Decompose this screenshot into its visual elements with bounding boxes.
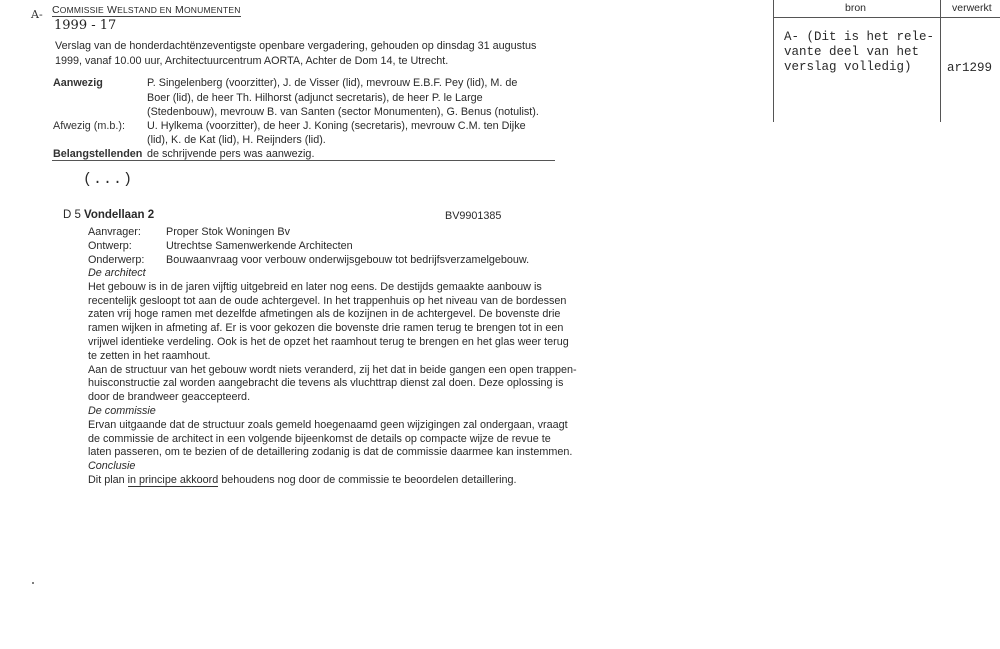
item-number: D 5 bbox=[63, 209, 81, 221]
present-line: (Stedenbouw), mevrouw B. van Santen (sector Monumenten), G. Benus (notulist). bbox=[147, 106, 539, 118]
conclusion-part: behoudens nog door de commissie te beoordelen detaillering. bbox=[218, 474, 517, 486]
commission-line: Ervan uitgaande dat de structuur zoals gemeld hoegenaamd geen wijzigingen zal ondergaan, vraagt bbox=[88, 419, 568, 431]
source-note-line: vante deel van het bbox=[784, 45, 920, 59]
source-note-line: A- (Dit is het rele- bbox=[784, 30, 935, 44]
omission-ellipsis: (...) bbox=[83, 171, 134, 188]
intro-line: Verslag van de honderdachtënzeventigste openbare vergadering, gehouden op dinsdag 31 augustus bbox=[55, 40, 537, 52]
field-value: Utrechtse Samenwerkende Architecten bbox=[166, 240, 353, 252]
conclusion-heading: Conclusie bbox=[88, 460, 136, 472]
field-key: Ontwerp: bbox=[88, 240, 132, 252]
absent-line: (lid), K. de Kat (lid), H. Reijnders (lid). bbox=[147, 134, 326, 146]
conclusion-part: Dit plan bbox=[88, 474, 128, 486]
architect-line: huisconstructie zal worden aangebracht die tevens als vluchttrap dienst zal doen. Deze oplossing is bbox=[88, 377, 564, 389]
commission-title-part: ELSTAND EN bbox=[117, 5, 172, 15]
table-border bbox=[773, 17, 1000, 18]
absent-label: Afwezig (m.b.): bbox=[53, 120, 125, 132]
commission-line: laten passeren, om te bezien of de detaillering zodanig is dat de commissie daarmee kan instemmen. bbox=[88, 446, 573, 458]
commission-heading: De commissie bbox=[88, 405, 156, 417]
commission-title-part: OMMISSIE bbox=[59, 5, 104, 15]
processed-reference: ar1299 bbox=[947, 61, 993, 75]
item-title: Vondellaan 2 bbox=[84, 209, 155, 221]
absent-line: U. Hylkema (voorzitter), de heer J. Koning (secretaris), mevrouw C.M. ten Dijke bbox=[147, 120, 526, 132]
table-border bbox=[940, 0, 941, 122]
document-marker: A- bbox=[31, 8, 43, 21]
commission-title bbox=[52, 4, 241, 17]
meeting-number: 1999 - 17 bbox=[54, 18, 117, 33]
field-value: Proper Stok Woningen Bv bbox=[166, 226, 291, 238]
field-key: Onderwerp: bbox=[88, 254, 145, 266]
architect-line: Het gebouw is in de jaren vijftig uitgebreid en later nog eens. De destijds gemaakte aanbouw is bbox=[88, 281, 542, 293]
architect-heading: De architect bbox=[88, 267, 146, 279]
present-label: Aanwezig bbox=[53, 77, 103, 89]
intro-line: 1999, vanaf 10.00 uur, Architectuurcentrum AORTA, Achter de Dom 14, te Utrecht. bbox=[55, 55, 449, 67]
conclusion-verdict: in principe akkoord bbox=[127, 474, 219, 486]
architect-line: te zetten in het raamhout. bbox=[88, 350, 211, 362]
architect-line: vrijwel identieke verdeling. Ook is het de opzet het raamhout terug te brengen en het glas weer terug bbox=[88, 336, 569, 348]
architect-line: ramen wijken in afmeting af. Er is voor gekozen die bovenste drie ramen terug te brengen tot in een bbox=[88, 322, 564, 334]
field-key: Aanvrager: bbox=[88, 226, 141, 238]
column-header-processed: verwerkt bbox=[952, 2, 992, 14]
file-number: BV9901385 bbox=[445, 210, 502, 222]
architect-line: zaten vrij hoge ramen met dezelfde afmetingen als de kozijnen in de achtergevel. De bovenste drie bbox=[88, 308, 561, 320]
commission-title-part: ONUMENTEN bbox=[183, 5, 241, 15]
commission-title-part: C bbox=[52, 4, 60, 16]
column-header-source: bron bbox=[845, 2, 867, 14]
header-divider bbox=[52, 160, 555, 161]
commission-title-part: W bbox=[103, 4, 118, 16]
interested-text: de schrijvende pers was aanwezig. bbox=[147, 148, 315, 160]
source-note-line: verslag volledig) bbox=[784, 60, 912, 74]
present-line: P. Singelenberg (voorzitter), J. de Visser (lid), mevrouw E.B.F. Pey (lid), M. de bbox=[147, 77, 518, 89]
conclusion-text bbox=[88, 474, 517, 486]
architect-line: recentelijk gesloopt tot aan de oude achtergevel. In het trappenhuis op het niveau van de bordessen bbox=[88, 295, 567, 307]
architect-line: door de brandweer geaccepteerd. bbox=[88, 391, 251, 403]
commission-line: de commissie de architect in een volgende bijeenkomst de details op compacte wijze de revue te bbox=[88, 433, 551, 445]
present-line: Boer (lid), de heer Th. Hilhorst (adjunct secretaris), de heer P. le Large bbox=[147, 92, 483, 104]
architect-line: Aan de structuur van het gebouw wordt niets veranderd, zij het dat in beide gangen een open trappen- bbox=[88, 364, 577, 376]
commission-title-part: M bbox=[171, 4, 184, 16]
interested-label: Belangstellenden bbox=[53, 148, 143, 160]
table-border bbox=[773, 0, 774, 122]
field-value: Bouwaanvraag voor verbouw onderwijsgebouw tot bedrijfsverzamelgebouw. bbox=[166, 254, 530, 266]
scan-speck bbox=[32, 582, 34, 584]
